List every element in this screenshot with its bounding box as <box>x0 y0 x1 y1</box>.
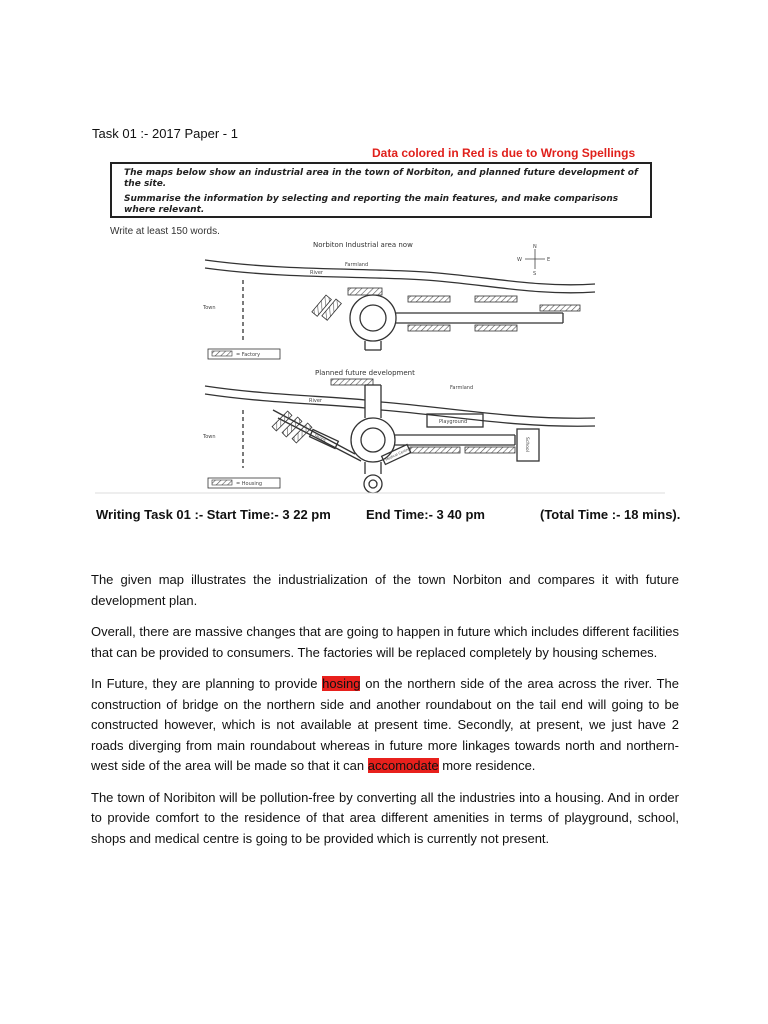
svg-text:Medical Centre: Medical Centre <box>384 447 411 462</box>
river-future-label: River <box>309 398 322 404</box>
bridge-road-future <box>365 385 381 418</box>
medical-centre-building <box>382 444 411 464</box>
farmland-future-label: Farmland <box>450 385 474 391</box>
prompt-line-1: The maps below show an industrial area in the town of Norbiton, and planned future development of the site. <box>124 168 638 189</box>
maps-figure <box>95 238 665 494</box>
school-building <box>517 429 539 461</box>
start-time: Writing Task 01 :- Start Time:- 3 22 pm <box>96 507 331 522</box>
essay-paragraph-3: In Future, they are planning to provide hosing on the northern side of the area across the river. The construction of bridge on the northern side and another roundabout on the tail end will going to be constructed however, which is not available at present time. Secondly, at present, we just have 2 roads diverging from main roundabout whereas in future more linkages towards north and northern-west side of the area will be made so that it can accomodate more residence. <box>91 676 679 773</box>
essay-body <box>91 570 679 860</box>
map-future-title: Planned future development <box>315 369 415 377</box>
svg-text:W: W <box>517 257 522 263</box>
end-time: End Time:- 3 40 pm <box>366 507 485 522</box>
maps-svg <box>95 238 665 494</box>
essay-paragraph-2: Overall, there are massive changes that are going to happen in future which includes different facilities that can be provided to consumers. The factories will be replaced completely by housing schemes. <box>91 624 679 660</box>
roundabout-tail <box>364 475 382 493</box>
spelling-warning: Data colored in Red is due to Wrong Spellings <box>372 146 636 160</box>
river-future <box>205 386 595 426</box>
misspelling-highlight: accomodate <box>367 758 439 773</box>
roundabout-now <box>350 295 396 341</box>
svg-text:S: S <box>533 271 537 277</box>
legend-factory <box>208 349 280 359</box>
legend-housing <box>208 478 280 488</box>
svg-text:School: School <box>524 437 529 452</box>
svg-text:E: E <box>547 257 551 263</box>
compass-icon <box>517 244 550 277</box>
map-now-title: Norbiton Industrial area now <box>313 241 413 249</box>
essay-paragraph-4: The town of Noribiton will be pollution-free by converting all the industries into a housing. And in order to provide comfort to the residence of that area different amenities in terms of playground, school, shops and medical centre is going to be provided which is currently not present. <box>91 789 679 846</box>
legend-housing-label: = Housing <box>236 481 263 487</box>
essay-paragraph-1: The given map illustrates the industrialization of the town Norbiton and compares it with future development plan. <box>91 572 679 608</box>
svg-text:Playground: Playground <box>439 419 468 425</box>
farmland-now-label: Farmland <box>345 262 369 268</box>
task-prompt-box <box>110 162 652 218</box>
prompt-line-2: Summarise the information by selecting and reporting the main features, and make comparisons where relevant. <box>124 194 619 215</box>
river-now-label: River <box>310 270 323 276</box>
word-requirement: Write at least 150 words. <box>110 226 220 237</box>
legend-factory-label: = Factory <box>236 352 261 358</box>
svg-text:N: N <box>533 244 537 250</box>
town-future-label: Town <box>203 434 216 440</box>
river-now <box>205 260 595 293</box>
svg-text:Shops: Shops <box>313 432 327 443</box>
town-now-label: Town <box>203 305 216 311</box>
main-road-now <box>365 313 563 350</box>
housing-top <box>331 379 373 385</box>
task-title: Task 01 :- 2017 Paper - 1 <box>92 126 238 141</box>
total-time: (Total Time :- 18 mins). <box>540 507 681 522</box>
misspelling-highlight: hosing <box>322 676 361 691</box>
